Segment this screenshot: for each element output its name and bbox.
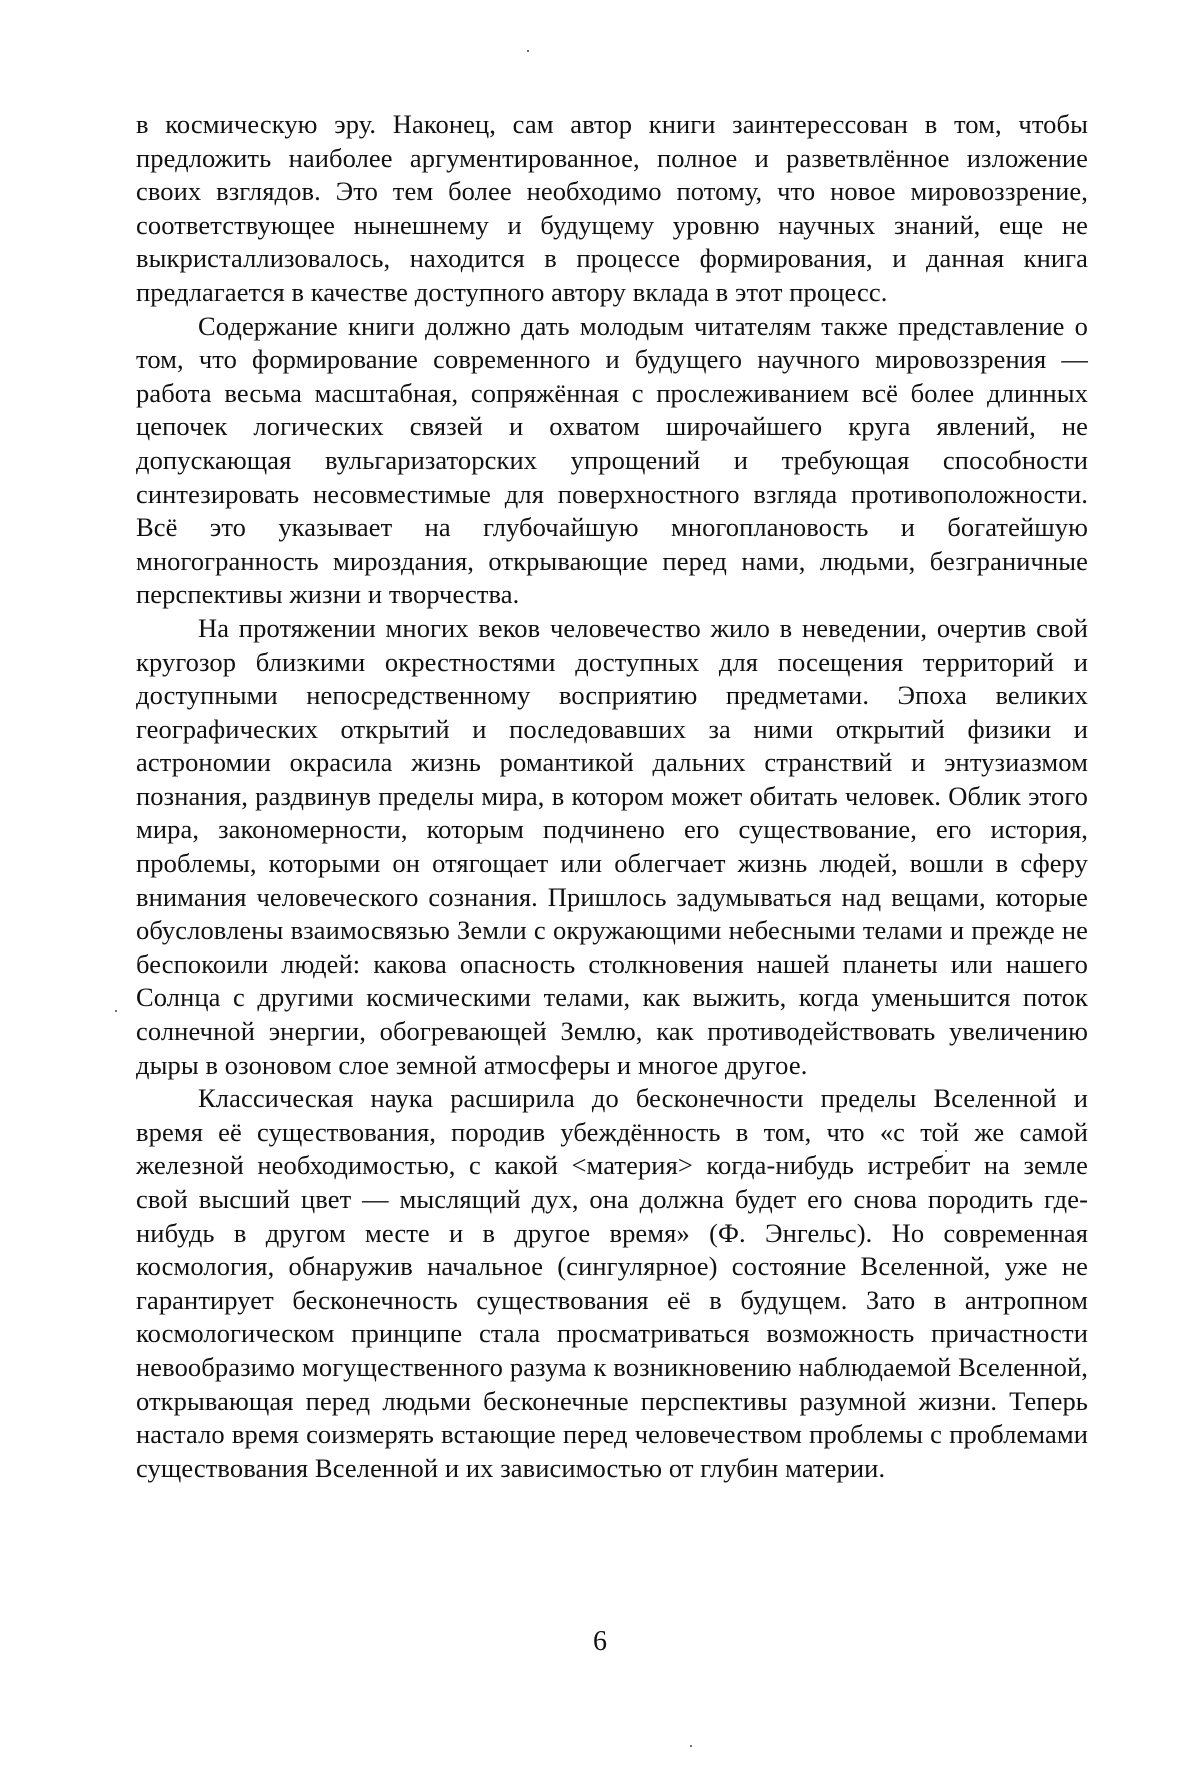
page-number: 6 bbox=[593, 1626, 607, 1657]
scan-speck bbox=[690, 1745, 692, 1747]
body-text bbox=[136, 108, 1088, 1485]
scan-speck bbox=[527, 50, 529, 52]
paragraph-3: На протяжении многих веков человечество жило в неведении, очертив свой кругозор близкими окрестностями доступных для посещения территорий и доступными непосредственному восприятию предметами. Эпоха великих географических открытий и последовавших за ними открытий физики и астрономии окрасила жизнь романтикой дальних странствий и энтузиазмом познания, раздвинув пределы мира, в котором может обитать человек. Облик этого мира, закономерности, которым подчинено его существование, его история, проблемы, которыми он отягощает или облегчает жизнь людей, вошли в сферу внимания человеческого сознания. Пришлось задумываться над вещами, которые обусловлены взаимосвязью Земли с окружающими небесными телами и прежде не беспокоили людей: какова опасность столкновения нашей планеты или нашего Солнца с другими космическими телами, как выжить, когда уменьшится поток солнечной энергии, обогревающей Землю, как противодействовать увеличению дыры в озоновом слое земной атмосферы и многое другое. bbox=[136, 612, 1088, 1080]
scan-speck bbox=[115, 1010, 117, 1012]
paragraph-2: Содержание книги должно дать молодым читателям также представление о том, что формирование современного и будущего научного мировоззрения — работа весьма масштабная, сопряжённая с прослеживанием всё более длинных цепочек логических связей и охватом широчайшего круга явлений, не допускающая вульгаризаторских упрощений и требующая способности синтезировать несовместимые для поверхностного взгляда противоположности. Всё это указывает на глубочайшую многоплановость и богатейшую многогранность мироздания, открывающие перед нами, людьми, безграничные перспективы жизни и творчества. bbox=[136, 310, 1088, 610]
paragraph-1: в космическую эру. Наконец, сам автор книги заинтерессован в том, чтобы предложить наиболее аргументированное, полное и разветвлённое изложение своих взглядов. Это тем более необходимо потому, что новое мировоззрение, соответствующее нынешнему и будущему уровню научных знаний, еще не выкристаллизовалось, находится в процессе формирования, и данная книга предлагается в качестве доступного автору вклада в этот процесс. bbox=[136, 109, 1088, 307]
paragraph-4: Классическая наука расширила до бесконечности пределы Вселенной и время её существования, породив убеждённость в том, что «с той же самой железной необходимостью, с какой <материя> когда-нибудь истребит на земле свой высший цвет — мыслящий дух, она должна будет его снова породить где-нибудь в другом месте и в другое время» (Ф. Энгельс). Но современная космология, обнаружив начальное (сингулярное) состояние Вселенной, уже не гарантирует бесконечность существования её в будущем. Зато в антропном космологическом принципе стала просматриваться возможность причастности невообразимо могущественного разума к возникновению наблюдаемой Вселенной, открывающая перед людьми бесконечные перспективы разумной жизни. Теперь настало время соизмерять встающие перед человечеством проблемы с проблемами существования Вселенной и их зависимостью от глубин материи. bbox=[136, 1083, 1088, 1483]
